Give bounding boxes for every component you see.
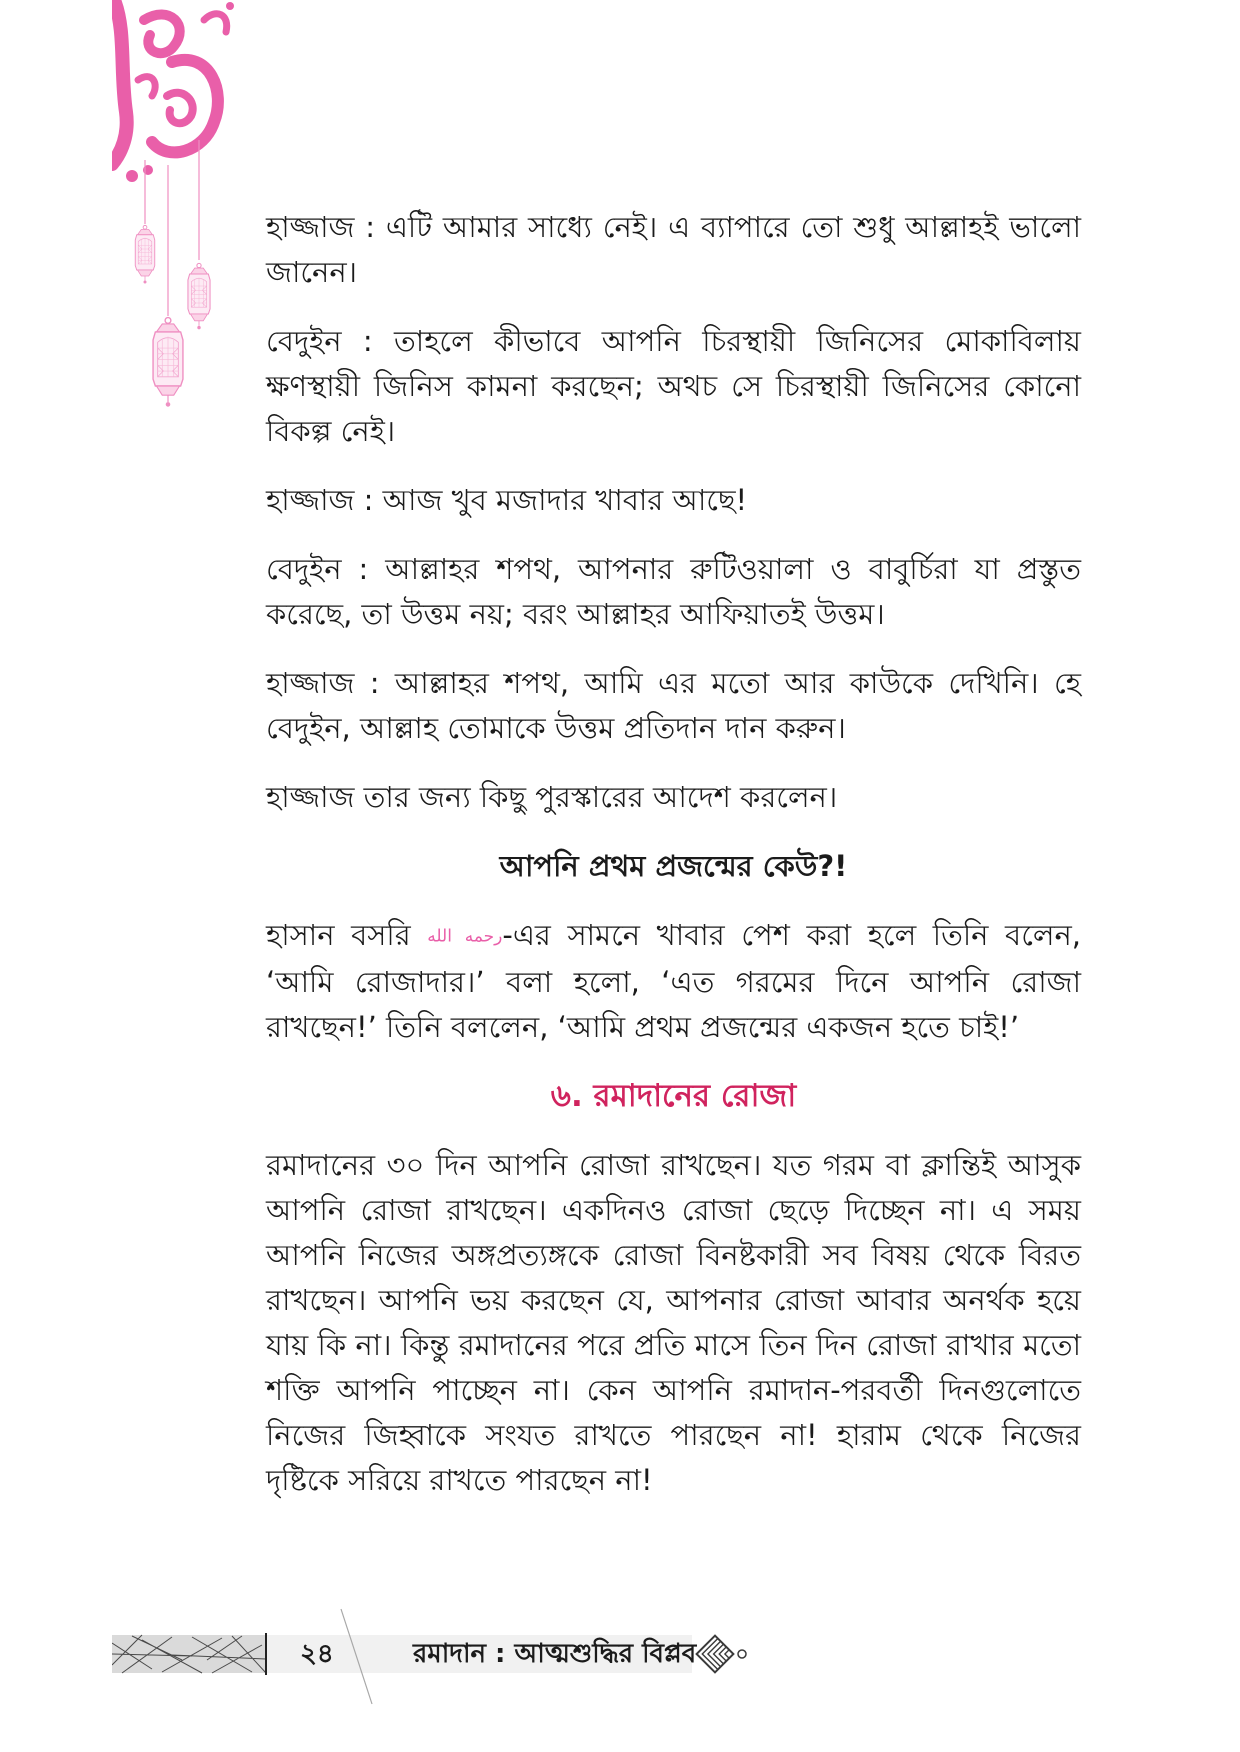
hanging-lanterns [112, 120, 242, 430]
page-body [266, 205, 1081, 1527]
dialogue-paragraph: হাজ্জাজ : আজ খুব মজাদার খাবার আছে! [266, 483, 748, 517]
anecdote-paragraph [266, 913, 1081, 1050]
dialogue-paragraph: হাজ্জাজ : আল্লাহর শপথ, আমি এর মতো আর কাউকে দেখিনি। হে বেদুইন, আল্লাহ তোমাকে উত্তম প্রতিদান দান করুন। [266, 666, 1081, 745]
hanging-lantern-icon [188, 263, 210, 329]
dot-ornament [738, 1650, 746, 1658]
dialogue-paragraph: বেদুইন : আল্লাহর শপথ, আপনার রুটিওয়ালা ও বাবুর্চিরা যা প্রস্তুত করেছে, তা উত্তম নয়; বরং আল্লাহর আফিয়াতই উত্তম। [266, 552, 1081, 631]
crosshatch-pattern [112, 1633, 266, 1675]
running-title: রমাদান : আত্মশুদ্ধির বিপ্লব [413, 1639, 697, 1669]
section-paragraph: রমাদানের ৩০ দিন আপনি রোজা রাখছেন। যত গরম বা ক্লান্তিই আসুক আপনি রোজা রাখছেন। একদিনও রোজা ছেড়ে দিচ্ছেন না। এ সময় আপনি নিজের অঙ্গপ্রত্যঙ্গকে রোজা বিনষ্টকারী সব বিষয় থেকে বিরত রাখছেন। আপনি ভয় করছেন যে, আপনার রোজা আবার অনর্থক হয়ে যায় কি না। কিন্তু রমাদানের পরে প্রতি মাসে তিন দিন রোজা রাখার মতো শক্তি আপনি পাচ্ছেন না। কেন আপনি রমাদান-পরবর্তী দিনগুলোতে নিজের জিহ্বাকে সংযত রাখতে পারছেন না! হারাম থেকে নিজের দৃষ্টিকে সরিয়ে রাখতে পারছেন না! [266, 1147, 1081, 1497]
dialogue-paragraph: হাজ্জাজ : এটি আমার সাধ্যে নেই। এ ব্যাপারে তো শুধু আল্লাহই ভালো জানেন। [266, 210, 1081, 289]
kufic-knot-icon [697, 1636, 734, 1673]
honorific-glyph: رحمه الله [427, 926, 503, 947]
narration-paragraph: হাজ্জাজ তার জন্য কিছু পুরস্কারের আদেশ করলেন। [266, 780, 838, 814]
page-number: ২৪ [300, 1639, 334, 1669]
section-heading: ৬. রমাদানের রোজা [550, 1077, 797, 1114]
hanging-lantern-icon [153, 318, 183, 407]
hanging-lantern-icon [135, 225, 155, 283]
anecdote-text-rest: -এর সামনে খাবার পেশ করা হলে তিনি বলেন, ‘আমি রোজাদার।’ বলা হলো, ‘এত গরমের দিনে আপনি রোজা রাখছেন!’ তিনি বললেন, ‘আমি প্রথম প্রজন্মের একজন হতে চাই!’ [266, 918, 1081, 1044]
anecdote-text-start: হাসান বসরি [266, 918, 428, 952]
anecdote-heading: আপনি প্রথম প্রজন্মের কেউ?! [499, 849, 848, 883]
dialogue-paragraph: বেদুইন : তাহলে কীভাবে আপনি চিরস্থায়ী জিনিসের মোকাবিলায় ক্ষণস্থায়ী জিনিস কামনা করছেন; অথচ সে চিরস্থায়ী জিনিসের কোনো বিকল্প নেই। [266, 324, 1081, 448]
